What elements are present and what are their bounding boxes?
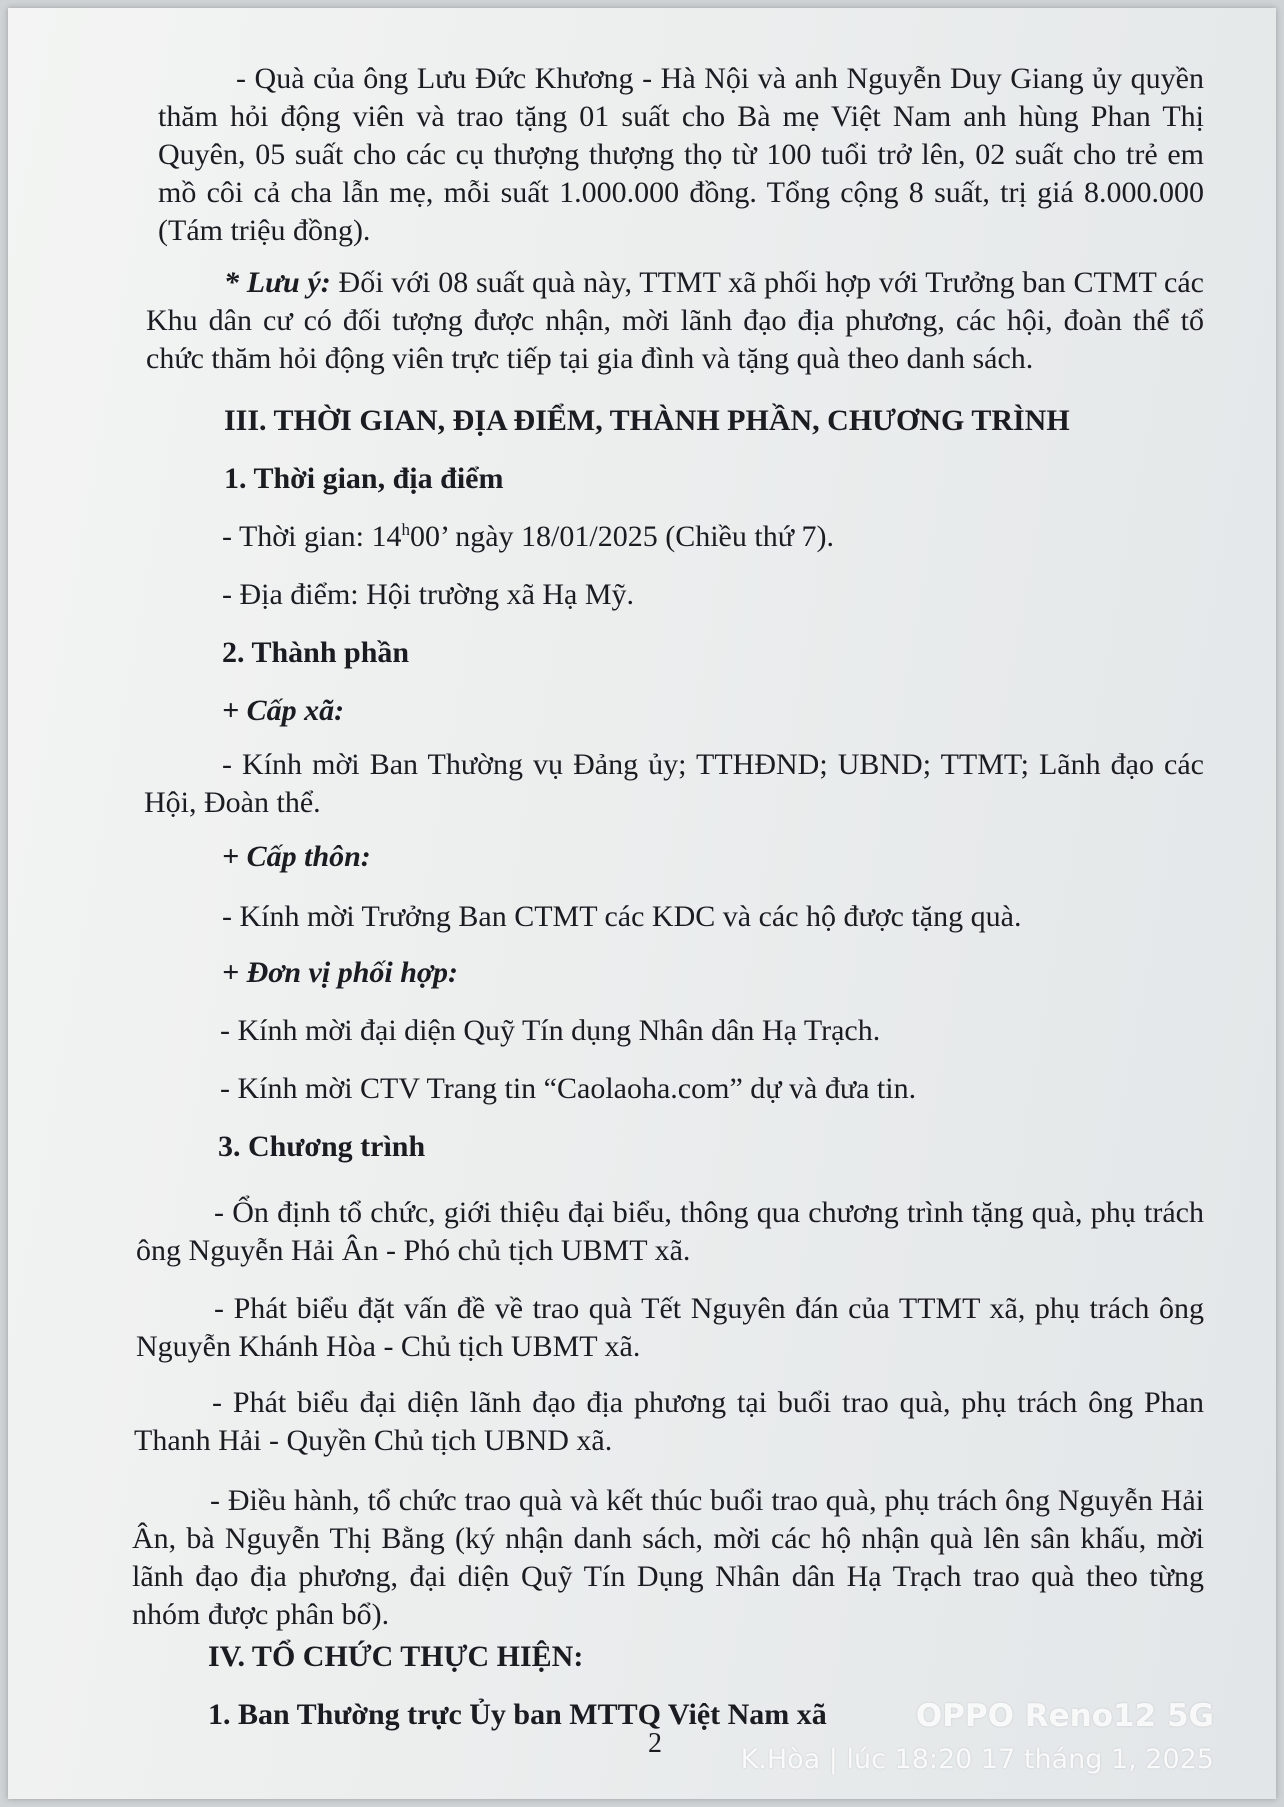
camera-watermark-device: OPPO Reno12 5G: [915, 1698, 1214, 1734]
program-item-1: - Ổn định tổ chức, giới thiệu đại biểu, thông qua chương trình tặng quà, phụ trách ông Nguyễn Hải Ân - Phó chủ tịch UBMT xã.: [136, 1196, 1204, 1267]
commune-invite: - Kính mời Ban Thường vụ Đảng ủy; TTHĐND; UBND; TTMT; Lãnh đạo các Hội, Đoàn thể.: [144, 748, 1204, 819]
location-line: - Địa điểm: Hội trường xã Hạ Mỹ.: [222, 578, 635, 611]
note-text: Đối với 08 suất quà này, TTMT xã phối hợp với Trưởng ban CTMT các Khu dân cư có đối tượng được nhận, mời lãnh đạo địa phương, các hội, đoàn thể tổ chức thăm hỏi động viên trực tiếp tại gia đình và tặng quà theo danh sách.: [146, 266, 1204, 375]
village-invite: - Kính mời Trưởng Ban CTMT các KDC và các hộ được tặng quà.: [222, 900, 1022, 933]
time-line: [222, 518, 834, 556]
partner-label: + Đơn vị phối hợp:: [222, 956, 458, 989]
village-level-label: + Cấp thôn:: [222, 840, 371, 873]
subsection-1-heading: 1. Thời gian, địa điểm: [224, 462, 504, 495]
program-item-2: - Phát biểu đặt vấn đề về trao quà Tết Nguyên đán của TTMT xã, phụ trách ông Nguyễn Khánh Hòa - Chủ tịch UBMT xã.: [136, 1292, 1204, 1363]
program-item-3: - Phát biểu đại diện lãnh đạo địa phương tại buổi trao quà, phụ trách ông Phan Thanh Hải - Quyền Chủ tịch UBND xã.: [134, 1386, 1204, 1457]
partner-invite-2: - Kính mời CTV Trang tin “Caolaoha.com” dự và đưa tin.: [220, 1072, 917, 1105]
section-4-heading: IV. TỔ CHỨC THỰC HIỆN:: [208, 1640, 584, 1673]
gift-paragraph: - Quà của ông Lưu Đức Khương - Hà Nội và anh Nguyễn Duy Giang ủy quyền thăm hỏi động viên và trao tặng 01 suất cho Bà mẹ Việt Nam anh hùng Phan Thị Quyên, 05 suất cho các cụ thượng thượng thọ từ 100 tuổi trở lên, 02 suất cho trẻ em mồ côi cả cha lẫn mẹ, mỗi suất 1.000.000 đồng. Tổng cộng 8 suất, trị giá 8.000.000 (Tám triệu đồng).: [158, 62, 1204, 247]
section-3-heading: III. THỜI GIAN, ĐỊA ĐIỂM, THÀNH PHẦN, CHƯƠNG TRÌNH: [224, 404, 1070, 437]
subsection-2-heading: 2. Thành phần: [222, 636, 410, 669]
partner-invite-1: - Kính mời đại diện Quỹ Tín dụng Nhân dân Hạ Trạch.: [220, 1014, 881, 1047]
page-number: 2: [648, 1728, 662, 1759]
time-suffix: 00’ ngày 18/01/2025 (Chiều thứ 7).: [409, 520, 834, 553]
camera-watermark-info: K.Hòa | lúc 18:20 17 tháng 1, 2025: [740, 1744, 1214, 1775]
note-label: * Lưu ý:: [224, 266, 331, 299]
commune-level-label: + Cấp xã:: [222, 694, 345, 727]
document-page: [8, 8, 1276, 1799]
program-item-4: - Điều hành, tổ chức trao quà và kết thúc buổi trao quà, phụ trách ông Nguyễn Hải Ân, bà Nguyễn Thị Bằng (ký nhận danh sách, mời các hộ nhận quà lên sân khấu, mời lãnh đạo địa phương, đại diện Quỹ Tín Dụng Nhân dân Hạ Trạch trao quà theo từng nhóm được phân bổ).: [132, 1484, 1204, 1631]
note-paragraph: [146, 264, 1204, 378]
time-sup: h: [401, 520, 410, 539]
section-4-subsection-1: 1. Ban Thường trực Ủy ban MTTQ Việt Nam xã: [208, 1698, 827, 1731]
time-prefix: - Thời gian: 14: [222, 520, 402, 553]
subsection-3-heading: 3. Chương trình: [218, 1130, 426, 1163]
